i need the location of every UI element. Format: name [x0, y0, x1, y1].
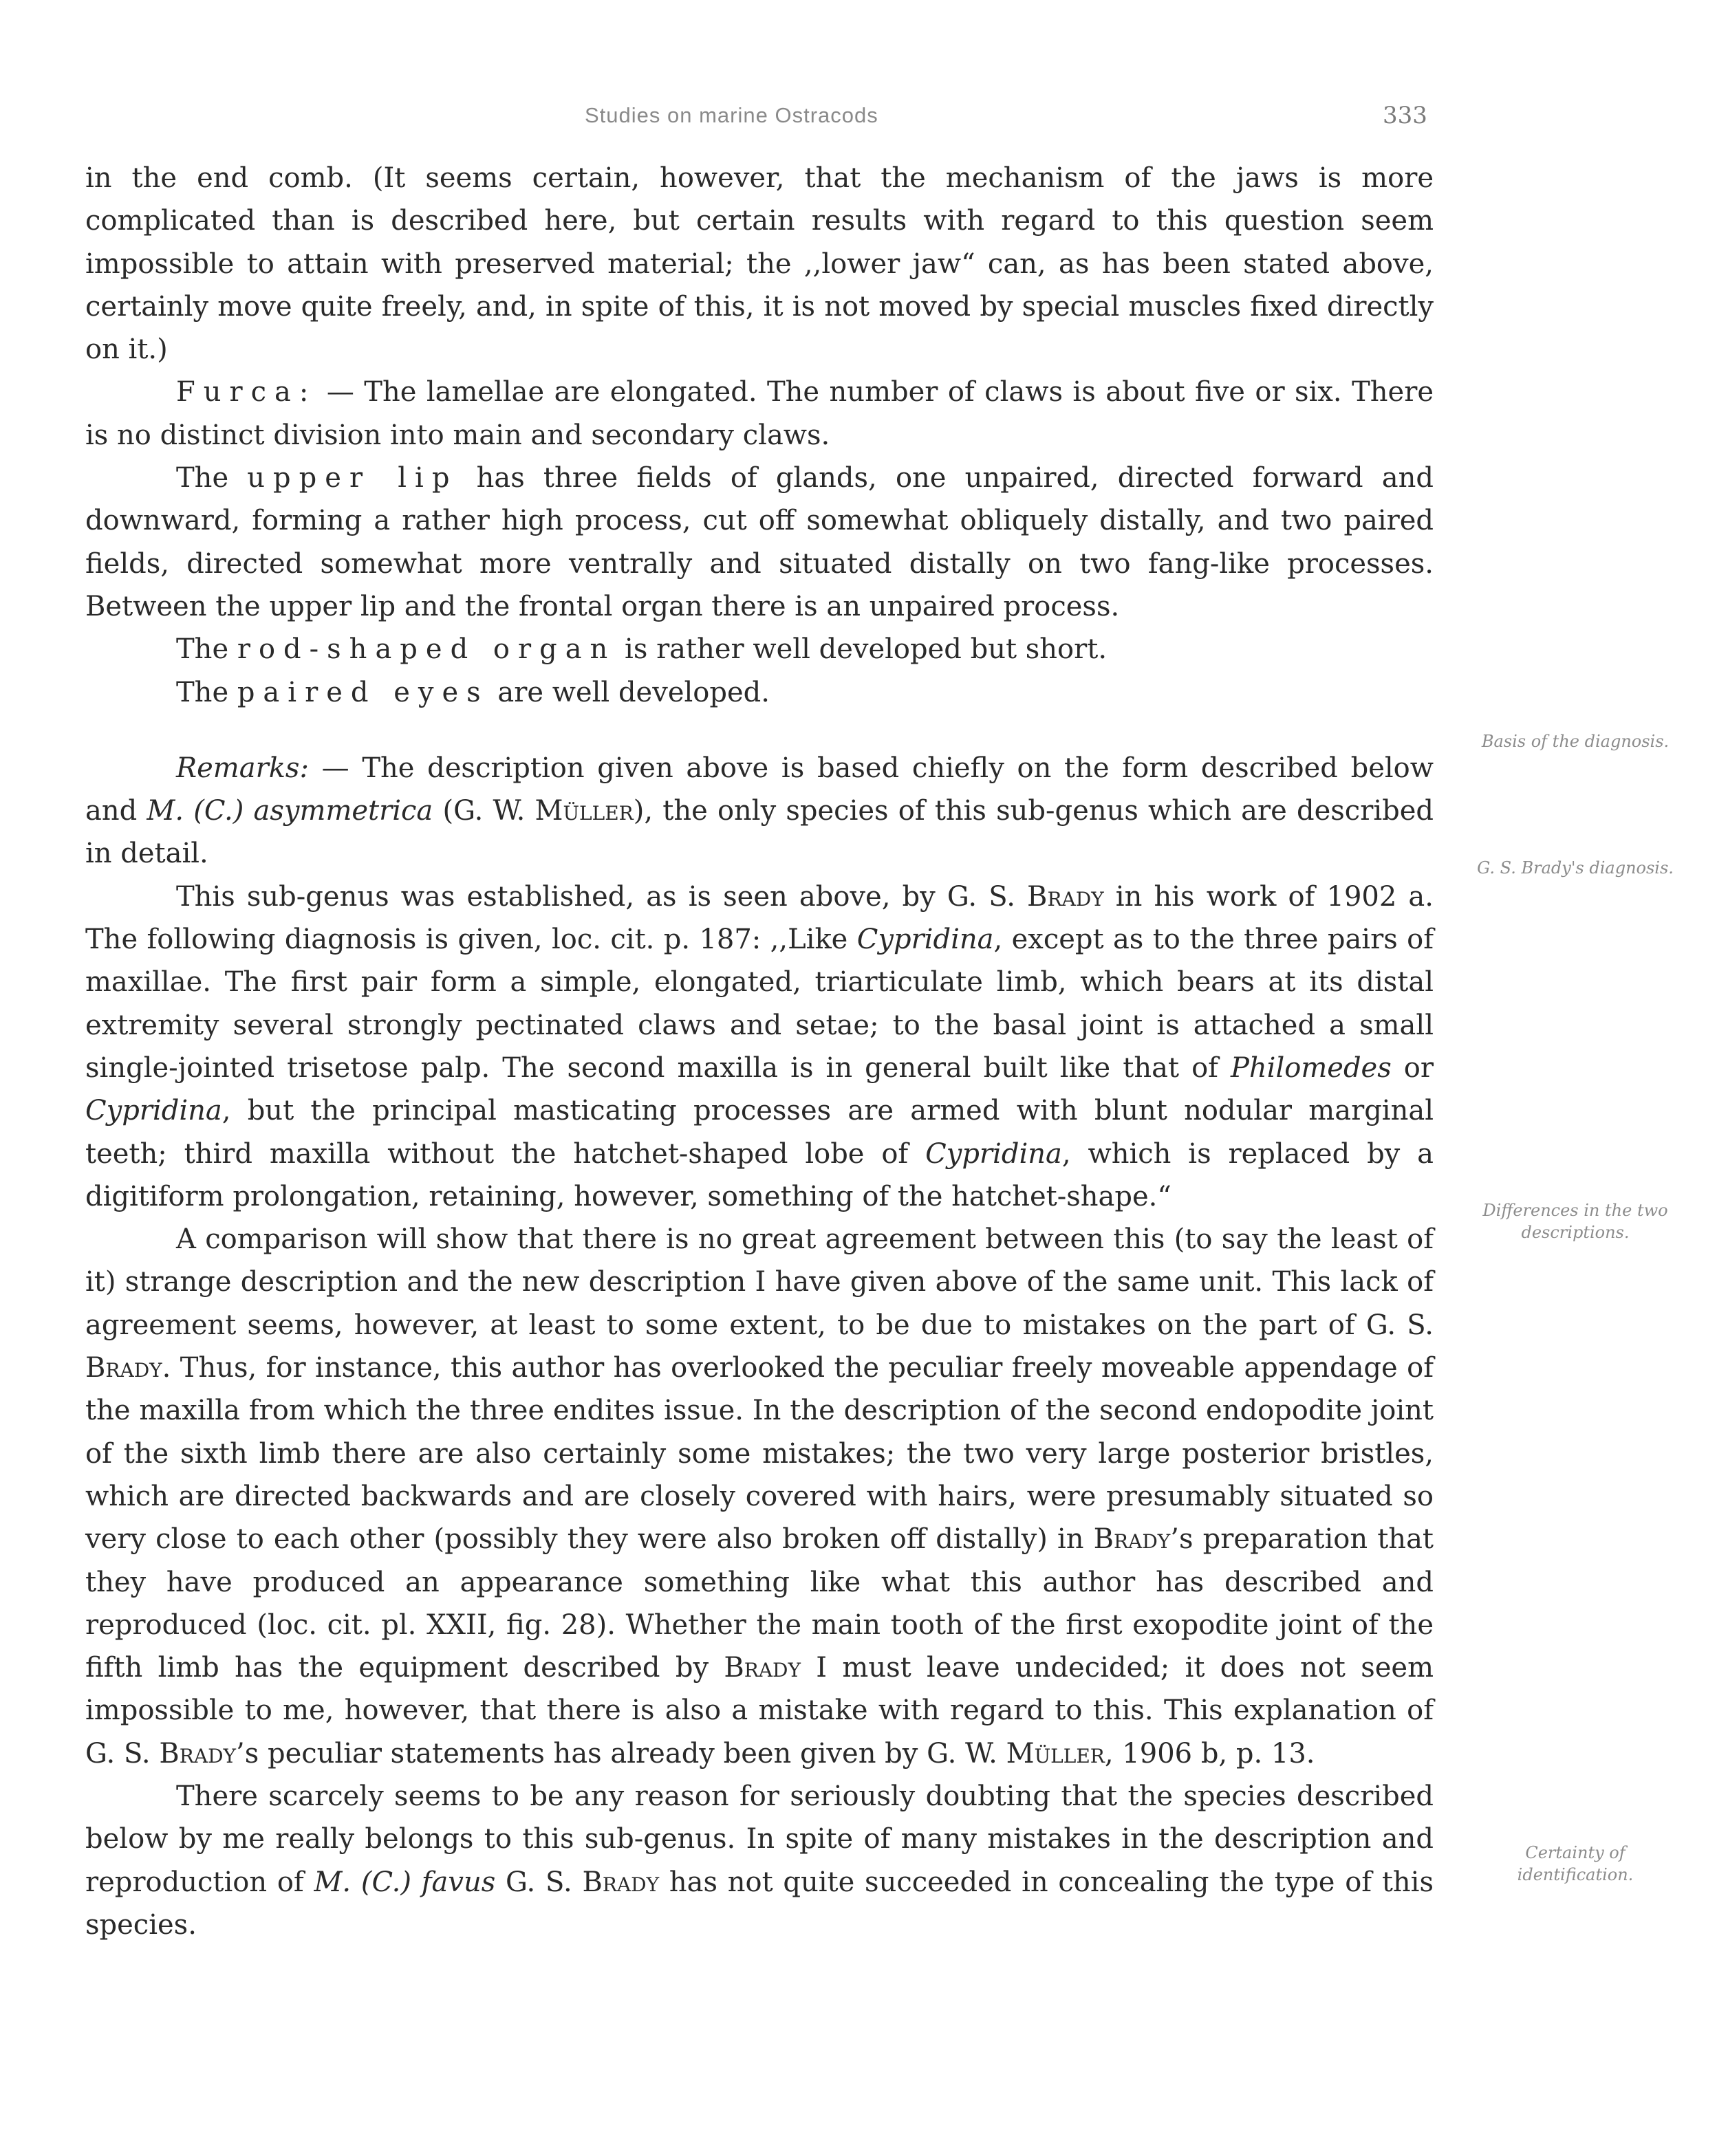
page-number: 333: [1383, 102, 1427, 129]
paragraph-remarks: Remarks: — The description given above is based chiefly on the form described below and M. (C.) asymmetrica (G. W. Müller), the only species of this sub-genus which are described in detail.: [85, 752, 1434, 870]
section-gap: [85, 714, 1434, 747]
genus-name: Cypridina: [85, 1095, 222, 1127]
genus-name: Cypridina: [856, 924, 994, 956]
paragraph-rod-shaped-organ: The rod-shaped organ is rather well developed but short.: [176, 633, 1108, 666]
paragraph-1: in the end comb. (It seems certain, however, that the mechanism of the jaws is more complicated than is described here, but certain results with regard to this question seem impossible to attain with preserved material; the ,,lower jaw“ can, as has been stated above, certainly move quite freely, and, in spite of this, it is not moved by special muscles fixed directly on it.): [85, 162, 1434, 366]
upper-lip-label: upper lip: [247, 462, 458, 494]
author-name: Brady: [1093, 1523, 1171, 1556]
genus-name: Philomedes: [1231, 1052, 1392, 1084]
species-name: M. (C.) asymmetrica: [147, 795, 433, 827]
author-name: Müller: [1006, 1737, 1105, 1770]
species-name: M. (C.) favus: [314, 1866, 496, 1898]
paragraph-certainty: There scarcely seems to be any reason for seriously doubting that the species described below by me really belongs to this sub-genus. In spite of many mistakes in the description and reproduction of M. (C.) favus G. S. Brady has not quite succeeded in concealing the type of this species.: [85, 1780, 1434, 1941]
furca-label: Furca:: [176, 376, 317, 409]
author-name: Brady: [159, 1737, 237, 1770]
rod-shaped-organ-label: rod-shaped organ: [237, 633, 616, 666]
margin-note-differences: Differences in the two descriptions.: [1482, 1201, 1668, 1242]
paragraph-furca: Furca: — The lamellae are elongated. The number of claws is about five or six. There is no distinct division into main and secondary claws.: [85, 376, 1434, 451]
author-name: Brady: [85, 1352, 162, 1384]
author-name: Müller: [534, 795, 634, 827]
main-text: [85, 157, 1434, 1946]
margin-note-basis: Basis of the diagnosis.: [1481, 732, 1670, 751]
running-title: Studies on marine Ostracods: [585, 103, 878, 127]
paragraph-upper-lip: The upper lip has three fields of glands, one unpaired, directed forward and downward, forming a rather high process, cut off somewhat obliquely distally, and two paired fields, directed somewhat more ventrally and situated distally on two fang-like processes. Between the upper lip and the frontal organ there is an unpaired process.: [85, 462, 1434, 622]
paragraph-paired-eyes: The paired eyes are well developed.: [176, 676, 770, 708]
margin-note-brady-diagnosis: G. S. Brady's diagnosis.: [1477, 858, 1674, 878]
remarks-label: Remarks:: [176, 752, 309, 784]
paragraph-comparison: A comparison will show that there is no great agreement between this (to say the least of it) strange description and the new description I have given above of the same unit. This lack of agreement seems, however, at least to some extent, to be due to mistakes on the part of G. S. Brady. Thus, for instance, this author has overlooked the peculiar freely moveable appendage of the maxilla from which the three endites issue. In the description of the second endopodite joint of the sixth limb there are also certainly some mistakes; the two very large posterior bristles, which are directed backwards and are closely covered with hairs, were presumably situated so very close to each other (possibly they were also broken off distally) in Brady’s preparation that they have produced an appearance something like what this author has described and reproduced (loc. cit. pl. XXII, fig. 28). Whether the main tooth of the first exopodite joint of the fifth limb has the equipment described by Brady I must leave undecided; it does not seem impossible to me, however, that there is also a mistake with regard to this. This explanation of G. S. Brady’s peculiar statements has already been given by G. W. Müller, 1906 b, p. 13.: [85, 1223, 1434, 1770]
margin-note-certainty: Certainty of identification.: [1517, 1843, 1634, 1884]
paragraph-brady-diagnosis: This sub-genus was established, as is seen above, by G. S. Brady in his work of 1902 a. The following diagnosis is given, loc. cit. p. 187: ,,Like Cypridina, except as to the three pairs of maxillae. The first pair form a simple, elongated, triarticulate limb, which bears at its distal extremity several strongly pectinated claws and setae; to the basal joint is attached a small single-jointed trisetose palp. The second maxilla is in general built like that of Philomedes or Cypridina, but the principal masticating processes are armed with blunt nodular marginal teeth; third maxilla without the hatchet-shaped lobe of Cypridina, which is replaced by a digitiform prolongation, retaining, however, something of the hatchet-shape.“: [85, 880, 1434, 1212]
paired-eyes-label: paired eyes: [237, 676, 489, 708]
author-name: Brady: [582, 1866, 660, 1898]
page-header: [0, 103, 1717, 138]
author-name: Brady: [1027, 880, 1104, 913]
genus-name: Cypridina: [925, 1137, 1062, 1170]
author-name: Brady: [724, 1652, 801, 1684]
